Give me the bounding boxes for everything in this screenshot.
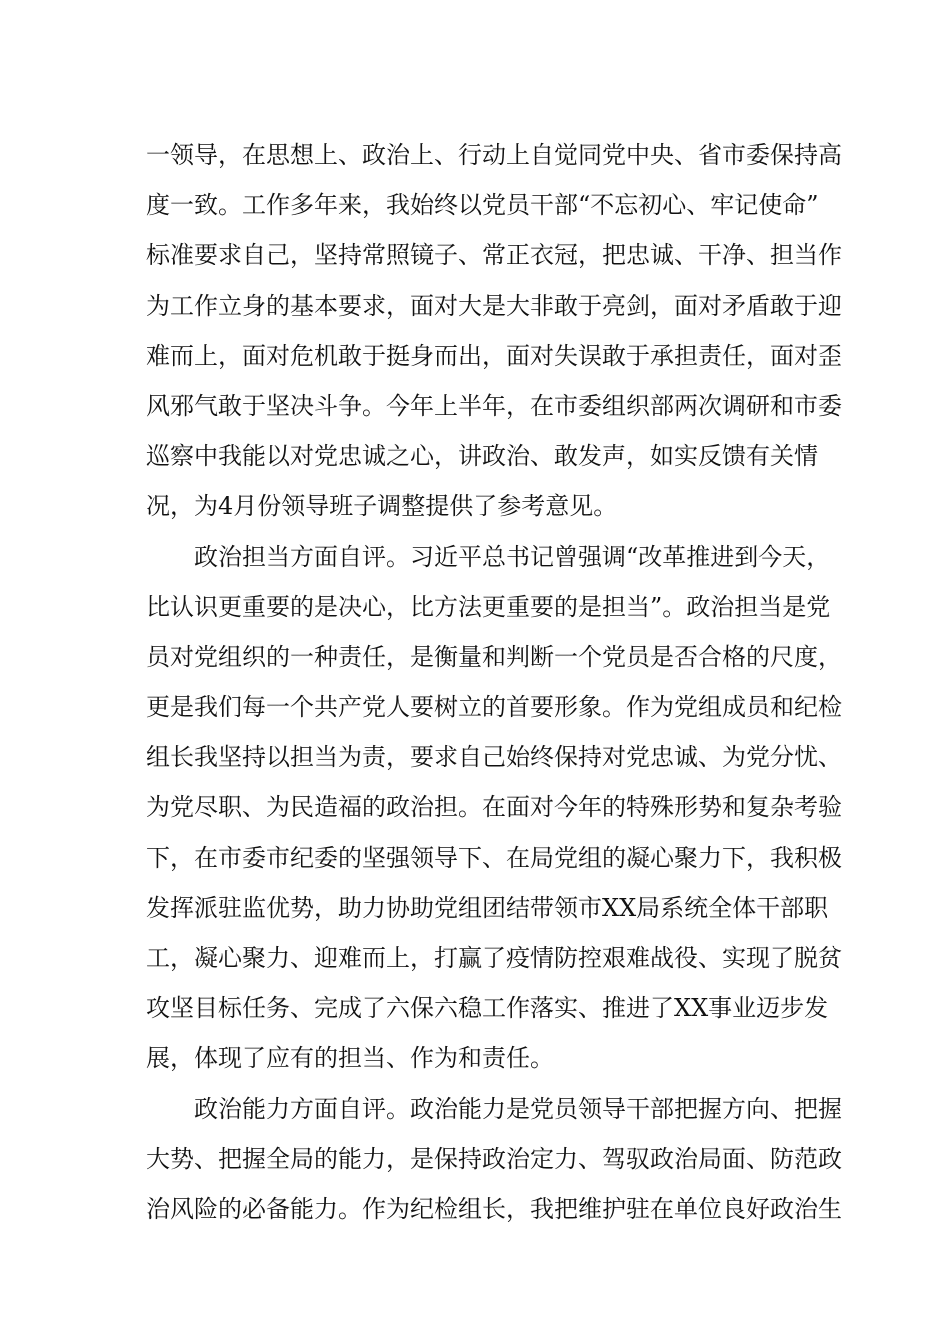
paragraph-line: 更是我们每一个共产党人要树立的首要形象。作为党组成员和纪检 [146, 693, 842, 722]
paragraph-line: 治风险的必备能力。作为纪检组长，我把维护驻在单位良好政治生 [146, 1194, 842, 1223]
paragraph-line: 发挥派驻监优势，助力协助党组团结带领市XX局系统全体干部职 [146, 893, 829, 922]
paragraph-line: 攻坚目标任务、完成了六保六稳工作落实、推进了XX事业迈步发 [146, 994, 829, 1023]
paragraph-line: 难而上，面对危机敢于挺身而出，面对失误敢于承担责任，面对歪 [146, 341, 842, 370]
paragraph [146, 532, 842, 1084]
paragraph-line: 员对党组织的一种责任，是衡量和判断一个党员是否合格的尺度， [146, 642, 842, 671]
paragraph-line: 为工作立身的基本要求，面对大是大非敢于亮剑，面对矛盾敢于迎 [146, 291, 842, 320]
paragraph-line: 工，凝心聚力、迎难而上，打赢了疫情防控艰难战役、实现了脱贫 [146, 944, 842, 972]
paragraph-line: 为党尽职、为民造福的政治担。在面对今年的特殊形势和复杂考验 [146, 793, 842, 822]
paragraph-line: 政治能力方面自评。政治能力是党员领导干部把握方向、把握 [194, 1094, 842, 1123]
paragraph-line: 政治担当方面自评。习近平总书记曾强调“改革推进到今天， [194, 542, 831, 571]
paragraph-line: 度一致。工作多年来，我始终以党员干部“不忘初心、牢记使命” [146, 191, 819, 220]
paragraph-line: 风邪气敢于坚决斗争。今年上半年，在市委组织部两次调研和市委 [146, 391, 842, 420]
paragraph-line: 展，体现了应有的担当、作为和责任。 [146, 1044, 554, 1073]
paragraph-line: 巡察中我能以对党忠诚之心，讲政治、敢发声，如实反馈有关情 [146, 442, 818, 471]
paragraph [146, 130, 842, 532]
paragraph-line: 下，在市委市纪委的坚强领导下、在局党组的凝心聚力下，我积极 [146, 843, 842, 872]
document-body [146, 130, 842, 1234]
paragraph-line: 况，为4月份领导班子调整提供了参考意见。 [146, 492, 618, 521]
paragraph-line: 一领导，在思想上、政治上、行动上自觉同党中央、省市委保持高 [146, 141, 842, 169]
paragraph-line: 比认识更重要的是决心，比方法更重要的是担当”。政治担当是党 [146, 592, 831, 621]
paragraph [146, 1084, 842, 1235]
paragraph-line: 组长我坚持以担当为责，要求自己始终保持对党忠诚、为党分忧、 [146, 743, 842, 772]
paragraph-line: 标准要求自己，坚持常照镜子、常正衣冠，把忠诚、干净、担当作 [146, 241, 842, 270]
paragraph-line: 大势、把握全局的能力，是保持政治定力、驾驭政治局面、防范政 [146, 1144, 842, 1173]
